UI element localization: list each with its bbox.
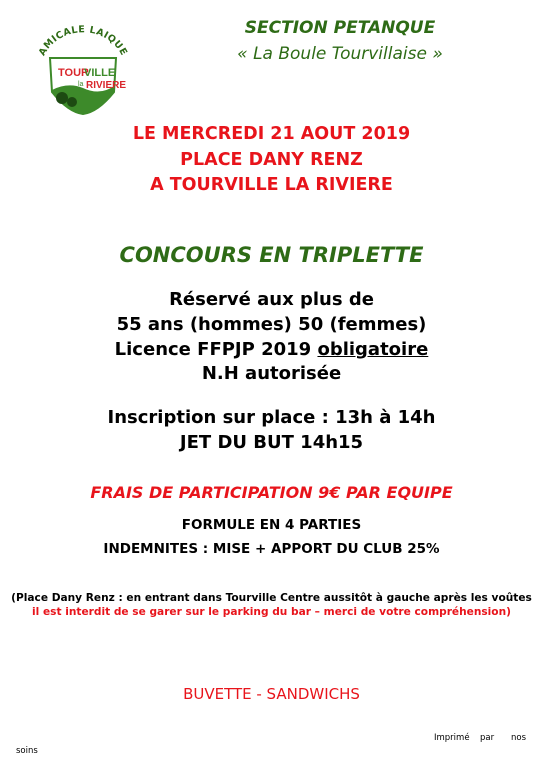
note-line-2: il est interdit de se garer sur le parking du bar – merci de votre compréhension) xyxy=(32,606,511,618)
logo-word-ville: VILLE xyxy=(84,67,116,79)
licence-prefix: Licence FFPJP 2019 xyxy=(114,339,318,360)
nh-text: N.H autorisée xyxy=(201,363,342,384)
logo-word-tour: TOUR xyxy=(58,67,89,79)
footer-par: par xyxy=(480,733,495,743)
inscription-text: Inscription sur place : 13h à 14h xyxy=(107,407,436,428)
footer-nos: nos xyxy=(511,733,527,743)
logo-word-riviere: RIVIERE xyxy=(86,80,127,91)
concours-title: CONCOURS EN TRIPLETTE xyxy=(119,243,424,267)
ages-text: 55 ans (hommes) 50 (femmes) xyxy=(116,314,427,335)
event-town: A TOURVILLE LA RIVIERE xyxy=(150,175,393,195)
event-place: PLACE DANY RENZ xyxy=(180,150,363,170)
buvette-text: BUVETTE - SANDWICHS xyxy=(183,685,360,703)
note-line-1: (Place Dany Renz : en entrant dans Tourville Centre aussitôt à gauche après les voûtes xyxy=(11,592,532,604)
club-name: « La Boule Tourvillaise » xyxy=(237,44,443,64)
frais-text: FRAIS DE PARTICIPATION 9€ PAR EQUIPE xyxy=(90,483,453,502)
indemnites-text: INDEMNITES : MISE + APPORT DU CLUB 25% xyxy=(103,541,440,557)
club-logo xyxy=(28,18,138,116)
event-date: LE MERCREDI 21 AOUT 2019 xyxy=(132,124,411,144)
licence-obligatoire: obligatoire xyxy=(317,339,429,360)
footer-imprime: Imprimé xyxy=(434,733,470,743)
logo-arc-text: AMICALE LAIQUE xyxy=(36,24,130,58)
jet-du-but-text: JET DU BUT 14h15 xyxy=(179,432,364,453)
licence-text xyxy=(0,338,543,362)
logo-word-la: la xyxy=(78,81,84,88)
footer-soins: soins xyxy=(16,746,38,756)
reserved-text: Réservé aux plus de xyxy=(169,289,374,310)
section-title: SECTION PETANQUE xyxy=(244,18,436,38)
formule-text: FORMULE EN 4 PARTIES xyxy=(181,517,362,533)
svg-text:AMICALE LAIQUE xyxy=(37,24,129,58)
